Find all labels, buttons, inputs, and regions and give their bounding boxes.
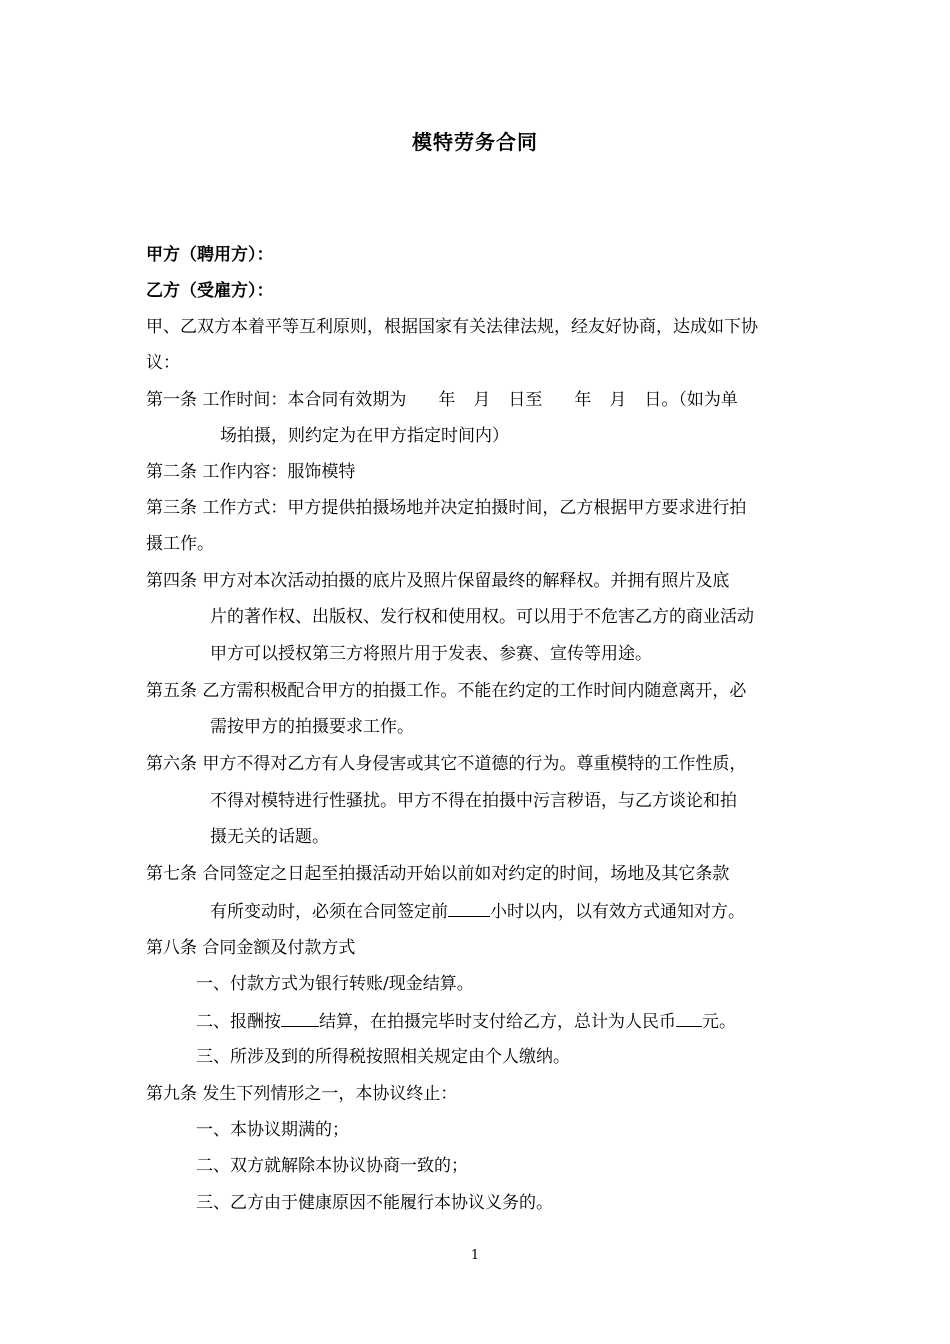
article-9-item-2: 二、双方就解除本协议协商一致的； bbox=[196, 1156, 468, 1176]
page-number: 1 bbox=[470, 1248, 480, 1263]
hours-blank[interactable] bbox=[448, 900, 490, 917]
article-2: 第二条 工作内容：服饰模特 bbox=[146, 462, 356, 482]
article-3-line-2: 摄工作。 bbox=[146, 534, 214, 554]
article-8-item-2-text-b: 结算，在拍摄完毕时支付给乙方，总计为人民币 bbox=[319, 1012, 676, 1032]
article-7-text-after-blank: 小时以内，以有效方式通知对方。 bbox=[490, 902, 745, 922]
article-1-line-1 bbox=[146, 389, 811, 411]
article-1-year-end: 年 bbox=[574, 390, 592, 410]
article-1-text: 第一条 工作时间：本合同有效期为 bbox=[146, 390, 407, 410]
article-8-item-2-text-a: 二、报酬按 bbox=[196, 1012, 281, 1032]
party-b-label: 乙方（受雇方）： bbox=[146, 281, 274, 301]
amount-blank[interactable] bbox=[676, 1010, 702, 1027]
article-9-item-1: 一、本协议期满的； bbox=[196, 1120, 349, 1140]
article-8-item-2 bbox=[196, 1010, 861, 1033]
article-7-line-2 bbox=[210, 900, 875, 923]
article-4-line-3: 甲方可以授权第三方将照片用于发表、参赛、宣传等用途。 bbox=[210, 644, 652, 664]
article-8-item-2-text-c: 元。 bbox=[702, 1012, 736, 1032]
article-5-line-2: 需按甲方的拍摄要求工作。 bbox=[210, 717, 414, 737]
article-1-line-2: 场拍摄，则约定为在甲方指定时间内） bbox=[220, 426, 509, 446]
payment-basis-blank[interactable] bbox=[281, 1010, 319, 1027]
article-9-heading: 第九条 发生下列情形之一，本协议终止： bbox=[146, 1084, 458, 1104]
intro-line-1: 甲、乙双方本着平等互利原则，根据国家有关法律法规，经友好协商，达成如下协 bbox=[146, 317, 758, 337]
article-1-day-start: 日至 bbox=[508, 390, 543, 410]
article-8-heading: 第八条 合同金额及付款方式 bbox=[146, 938, 356, 958]
article-4-line-1: 第四条 甲方对本次活动拍摄的底片及照片保留最终的解释权。并拥有照片及底 bbox=[146, 571, 730, 591]
article-6-line-2: 不得对模特进行性骚扰。甲方不得在拍摄中污言秽语，与乙方谈论和拍 bbox=[210, 791, 737, 811]
article-4-line-2: 片的著作权、出版权、发行权和使用权。可以用于不危害乙方的商业活动 bbox=[210, 607, 754, 627]
article-1-month-start: 月 bbox=[473, 390, 491, 410]
article-8-item-3: 三、所涉及到的所得税按照相关规定由个人缴纳。 bbox=[196, 1047, 570, 1067]
article-7-text-before-blank: 有所变动时，必须在合同签定前 bbox=[210, 902, 448, 922]
article-6-line-3: 摄无关的话题。 bbox=[210, 827, 329, 847]
article-3-line-1: 第三条 工作方式：甲方提供拍摄场地并决定拍摄时间，乙方根据甲方要求进行拍 bbox=[146, 498, 747, 518]
article-5-line-1: 第五条 乙方需积极配合甲方的拍摄工作。不能在约定的工作时间内随意离开，必 bbox=[146, 681, 747, 701]
intro-line-2: 议： bbox=[146, 353, 180, 373]
article-1-month-end: 月 bbox=[609, 390, 627, 410]
article-1-day-end: 日。（如为单 bbox=[644, 390, 738, 410]
article-6-line-1: 第六条 甲方不得对乙方有人身侵害或其它不道德的行为。尊重模特的工作性质， bbox=[146, 754, 747, 774]
document-title: 模特劳务合同 bbox=[412, 130, 538, 154]
article-1-year-start: 年 bbox=[438, 390, 456, 410]
article-9-item-3: 三、乙方由于健康原因不能履行本协议义务的。 bbox=[196, 1193, 553, 1213]
article-7-line-1: 第七条 合同签定之日起至拍摄活动开始以前如对约定的时间，场地及其它条款 bbox=[146, 864, 730, 884]
article-8-item-1: 一、付款方式为银行转账/现金结算。 bbox=[196, 974, 474, 994]
party-a-label: 甲方（聘用方）： bbox=[146, 245, 274, 265]
